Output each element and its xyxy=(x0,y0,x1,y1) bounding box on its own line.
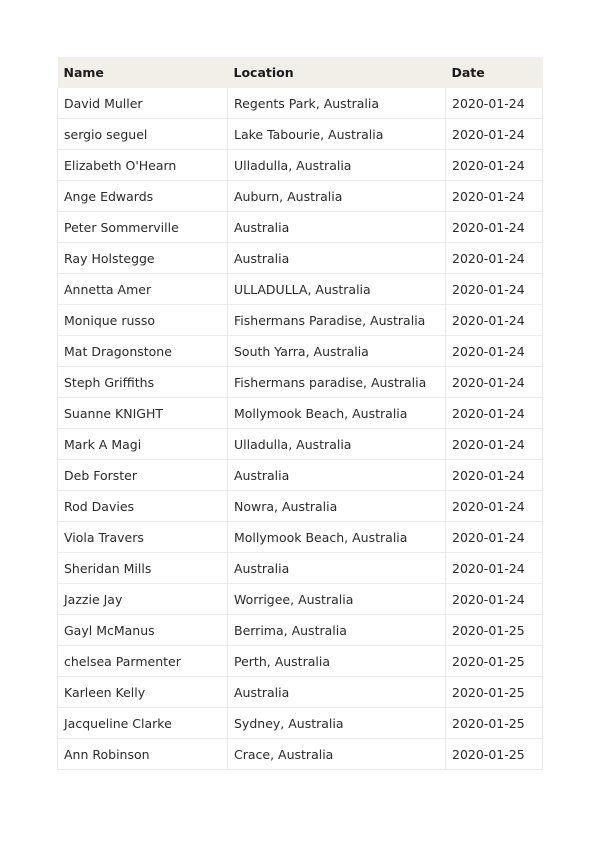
cell-name: Elizabeth O'Hearn xyxy=(58,150,228,181)
cell-location: Ulladulla, Australia xyxy=(228,150,446,181)
table-row xyxy=(58,119,543,150)
cell-location: Perth, Australia xyxy=(228,646,446,677)
cell-name: Jacqueline Clarke xyxy=(58,708,228,739)
cell-name: Mat Dragonstone xyxy=(58,336,228,367)
cell-name: Ray Holstegge xyxy=(58,243,228,274)
cell-name: Deb Forster xyxy=(58,460,228,491)
cell-name: Annetta Amer xyxy=(58,274,228,305)
cell-location: Mollymook Beach, Australia xyxy=(228,522,446,553)
cell-location: Fishermans Paradise, Australia xyxy=(228,305,446,336)
cell-location: Sydney, Australia xyxy=(228,708,446,739)
cell-date: 2020-01-24 xyxy=(446,367,543,398)
cell-location: Worrigee, Australia xyxy=(228,584,446,615)
cell-date: 2020-01-24 xyxy=(446,584,543,615)
table-row xyxy=(58,212,543,243)
cell-date: 2020-01-24 xyxy=(446,305,543,336)
cell-location: Auburn, Australia xyxy=(228,181,446,212)
table-body xyxy=(58,88,543,770)
cell-location: South Yarra, Australia xyxy=(228,336,446,367)
cell-name: Jazzie Jay xyxy=(58,584,228,615)
cell-name: sergio seguel xyxy=(58,119,228,150)
cell-location: Regents Park, Australia xyxy=(228,88,446,119)
cell-name: Viola Travers xyxy=(58,522,228,553)
cell-date: 2020-01-25 xyxy=(446,615,543,646)
cell-location: ULLADULLA, Australia xyxy=(228,274,446,305)
cell-date: 2020-01-25 xyxy=(446,646,543,677)
table-row xyxy=(58,491,543,522)
table-row xyxy=(58,677,543,708)
table-row xyxy=(58,336,543,367)
cell-location: Mollymook Beach, Australia xyxy=(228,398,446,429)
cell-name: Monique russo xyxy=(58,305,228,336)
cell-name: Rod Davies xyxy=(58,491,228,522)
cell-date: 2020-01-25 xyxy=(446,677,543,708)
cell-location: Berrima, Australia xyxy=(228,615,446,646)
cell-date: 2020-01-24 xyxy=(446,274,543,305)
cell-name: chelsea Parmenter xyxy=(58,646,228,677)
cell-name: David Muller xyxy=(58,88,228,119)
table-row xyxy=(58,522,543,553)
cell-date: 2020-01-24 xyxy=(446,491,543,522)
cell-date: 2020-01-24 xyxy=(446,212,543,243)
cell-date: 2020-01-25 xyxy=(446,708,543,739)
cell-date: 2020-01-24 xyxy=(446,336,543,367)
cell-name: Gayl McManus xyxy=(58,615,228,646)
cell-name: Mark A Magi xyxy=(58,429,228,460)
cell-location: Ulladulla, Australia xyxy=(228,429,446,460)
table-header xyxy=(58,57,543,88)
table-row xyxy=(58,150,543,181)
column-header-name: Name xyxy=(58,57,228,88)
table-row xyxy=(58,460,543,491)
cell-date: 2020-01-24 xyxy=(446,150,543,181)
cell-name: Ann Robinson xyxy=(58,739,228,770)
cell-name: Ange Edwards xyxy=(58,181,228,212)
header-row xyxy=(58,57,543,88)
cell-location: Lake Tabourie, Australia xyxy=(228,119,446,150)
signatures-page xyxy=(57,57,542,770)
table-row xyxy=(58,181,543,212)
cell-date: 2020-01-24 xyxy=(446,522,543,553)
cell-location: Australia xyxy=(228,212,446,243)
table-row xyxy=(58,739,543,770)
column-header-date: Date xyxy=(446,57,543,88)
table-row xyxy=(58,708,543,739)
cell-date: 2020-01-24 xyxy=(446,243,543,274)
cell-location: Australia xyxy=(228,553,446,584)
cell-location: Australia xyxy=(228,460,446,491)
table-row xyxy=(58,305,543,336)
column-header-location: Location xyxy=(228,57,446,88)
cell-date: 2020-01-24 xyxy=(446,553,543,584)
cell-date: 2020-01-24 xyxy=(446,429,543,460)
signatures-table xyxy=(57,57,543,770)
cell-location: Nowra, Australia xyxy=(228,491,446,522)
cell-location: Australia xyxy=(228,243,446,274)
cell-date: 2020-01-24 xyxy=(446,181,543,212)
cell-location: Fishermans paradise, Australia xyxy=(228,367,446,398)
cell-location: Crace, Australia xyxy=(228,739,446,770)
table-row xyxy=(58,553,543,584)
cell-name: Suanne KNIGHT xyxy=(58,398,228,429)
cell-name: Sheridan Mills xyxy=(58,553,228,584)
table-row xyxy=(58,615,543,646)
cell-name: Steph Griffiths xyxy=(58,367,228,398)
cell-name: Peter Sommerville xyxy=(58,212,228,243)
cell-date: 2020-01-24 xyxy=(446,119,543,150)
table-row xyxy=(58,274,543,305)
table-row xyxy=(58,398,543,429)
table-row xyxy=(58,429,543,460)
cell-name: Karleen Kelly xyxy=(58,677,228,708)
table-row xyxy=(58,584,543,615)
table-row xyxy=(58,243,543,274)
cell-date: 2020-01-24 xyxy=(446,460,543,491)
cell-date: 2020-01-25 xyxy=(446,739,543,770)
cell-date: 2020-01-24 xyxy=(446,88,543,119)
table-row xyxy=(58,88,543,119)
cell-location: Australia xyxy=(228,677,446,708)
table-row xyxy=(58,367,543,398)
cell-date: 2020-01-24 xyxy=(446,398,543,429)
table-row xyxy=(58,646,543,677)
